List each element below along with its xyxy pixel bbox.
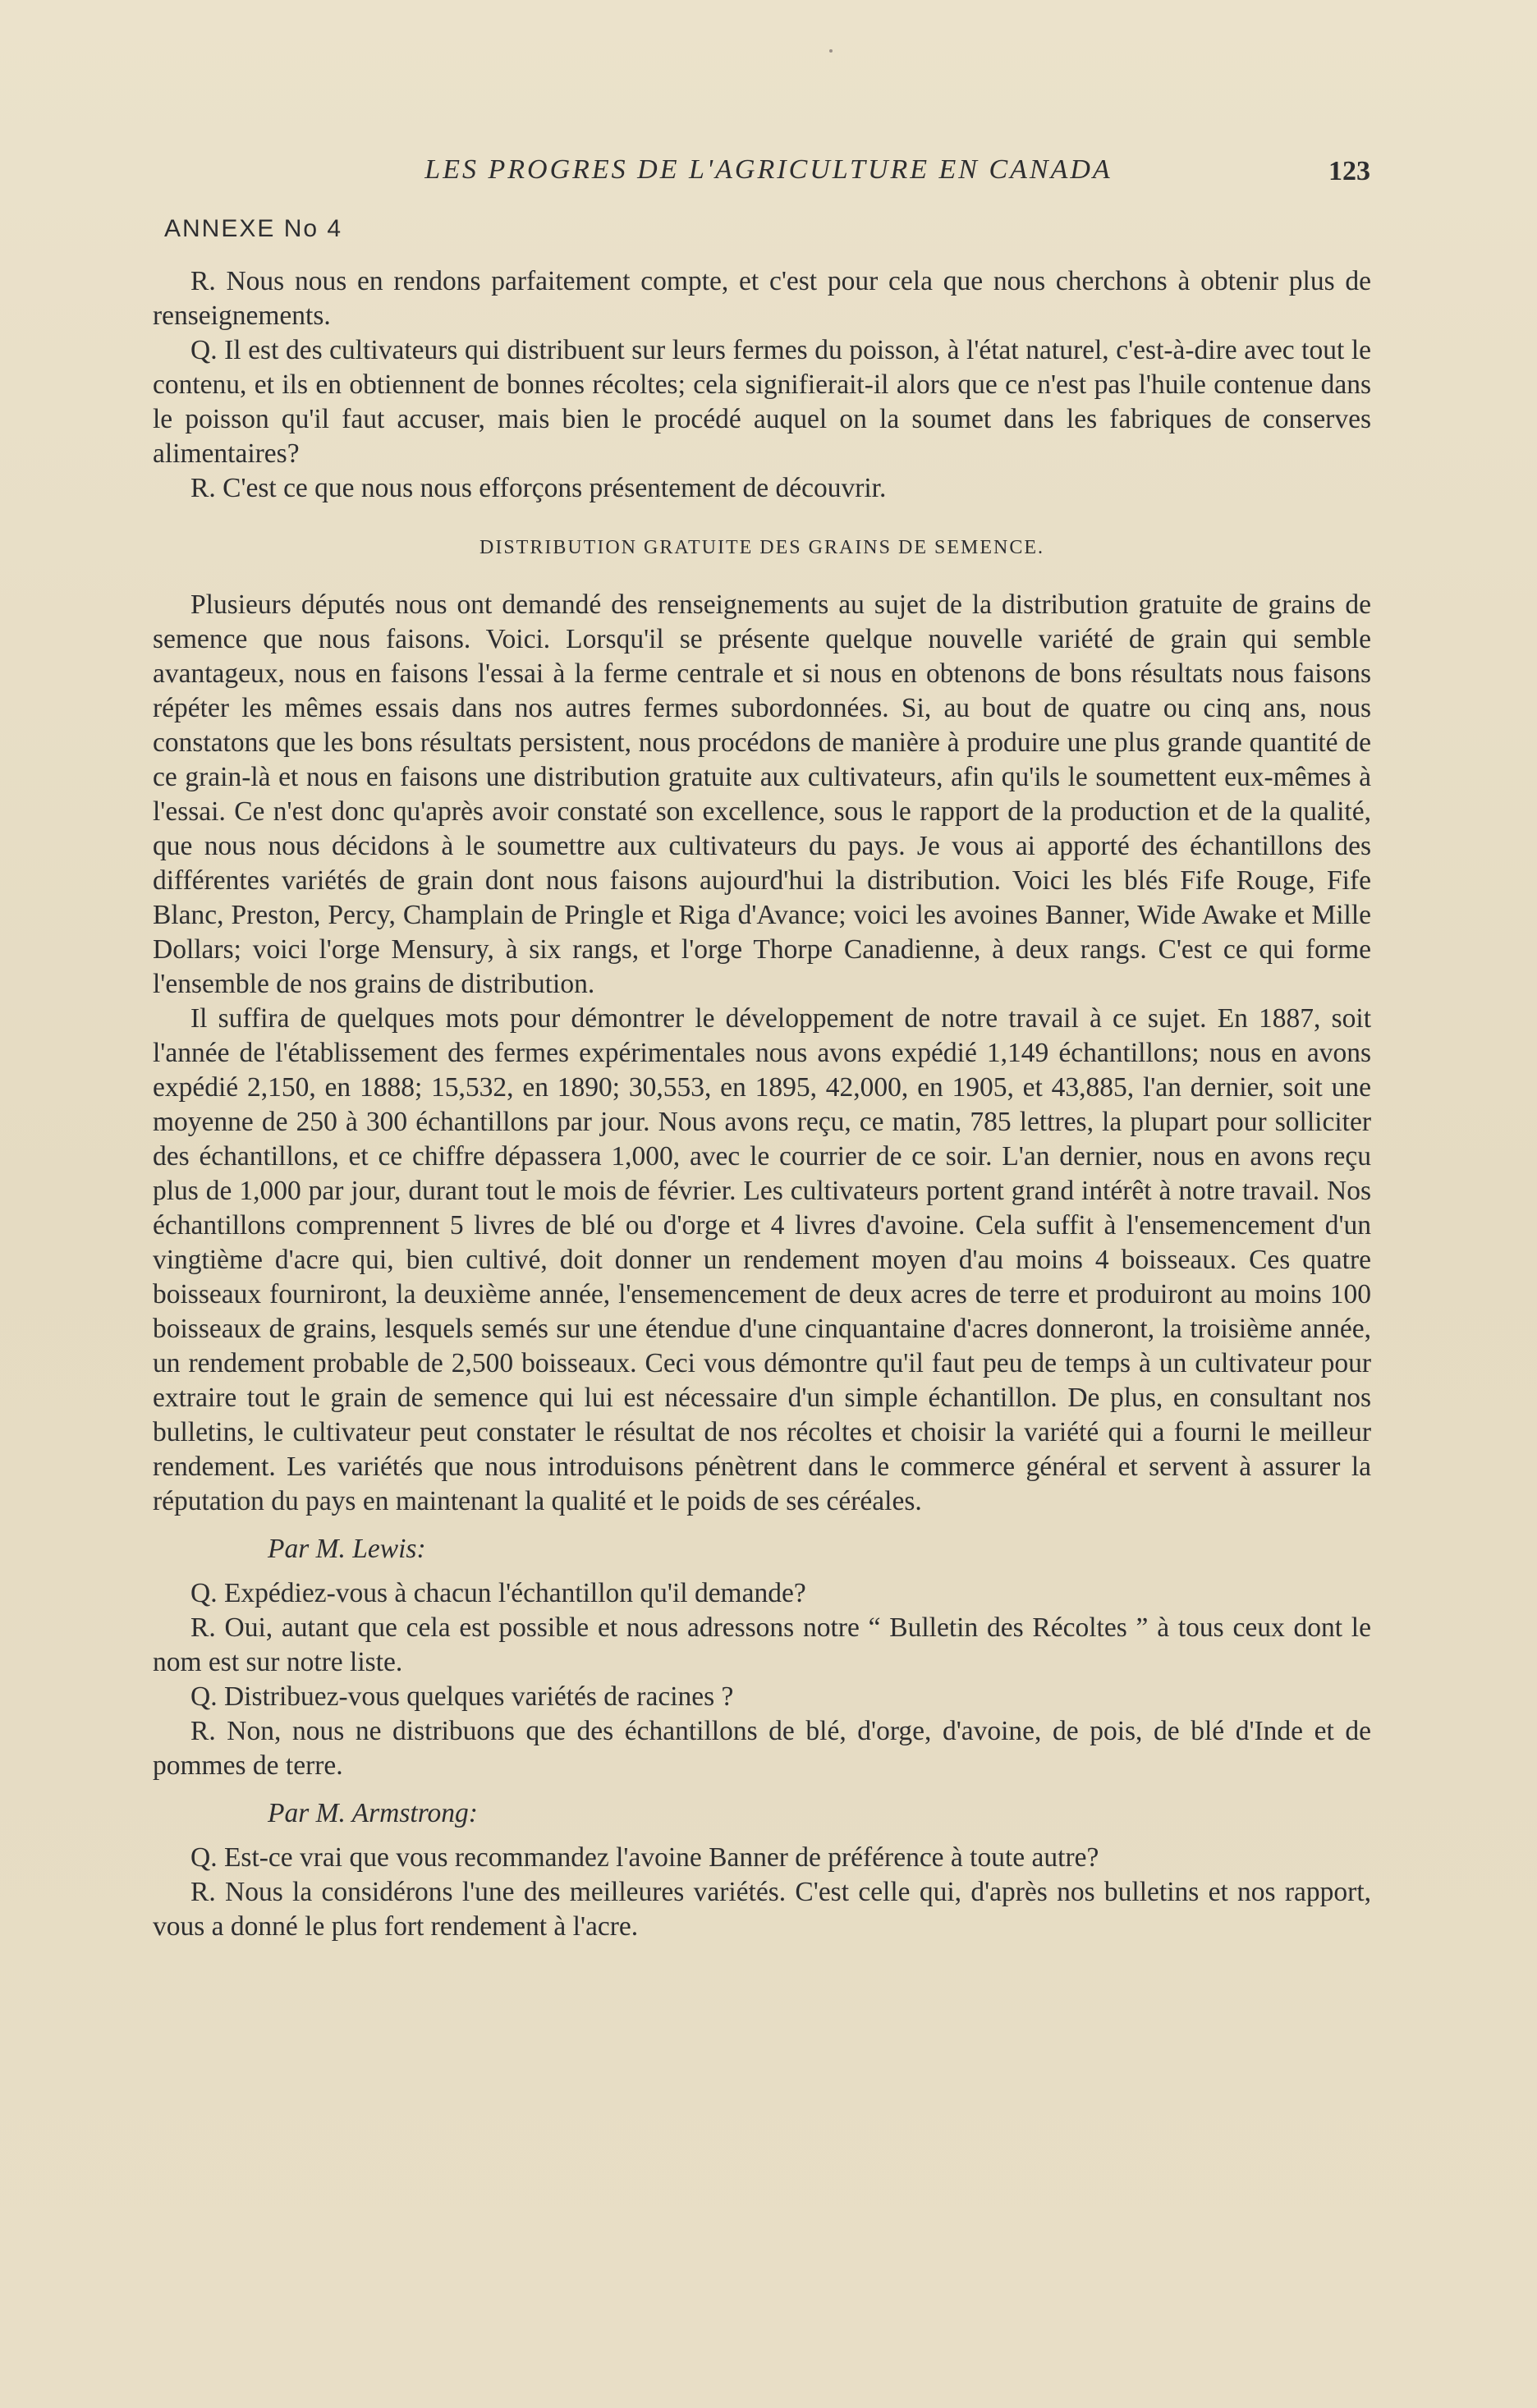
paragraph: Il suffira de quelques mots pour démontrer le développement de notre travail à ce sujet. En 1887, soit l'année de l'établissement des fermes expérimentales nous avons expédié 1,149 échantillons; nous en avons expédié 2,150, en 1888; 15,532, en 1890; 30,553, en 1895, 42,000, en 1905, et 43,885, l'an dernier, soit une moyenne de 250 à 300 échantillons par jour. Nous avons reçu, ce matin, 785 lettres, la plupart pour solliciter des échantillons, et ce chiffre dépassera 1,000, avec le courrier de ce soir. L'an dernier, nous en avons reçu plus de 1,000 par jour, durant tout le mois de février. Les cultivateurs portent grand intérêt à notre travail. Nos échantillons comprennent 5 livres de blé ou d'orge et 4 livres d'avoine. Cela suffit à l'ensemencement d'un vingtième d'acre qui, bien cultivé, doit donner un rendement moyen d'au moins 4 boisseaux. Ces quatre boisseaux fourniront, la deuxième année, l'ensemencement de deux acres de terre et produiront au moins 100 boisseaux de grains, lesquels semés sur une étendue d'une cinquantaine d'acres donneront, la troisième année, un rendement probable de 2,500 boisseaux. Ceci vous démontre qu'il faut peu de temps à un cultivateur pour extraire tout le grain de semence qui lui est nécessaire d'un simple échantillon. De plus, en consultant nos bulletins, le cultivateur peut constater le résultat de nos récoltes et choisir la variété qui a fourni le meilleur rendement. Les variétés que nous introduisons pénètrent dans le commerce général et servent à assurer la réputation du pays en maintenant la qualité et le poids de ses céréales. <box>153 1003 1371 1516</box>
paragraph: R. C'est ce que nous nous efforçons présentement de découvrir. <box>190 473 887 503</box>
section-heading: DISTRIBUTION GRATUITE DES GRAINS DE SEMENCE. <box>479 537 1044 558</box>
annex-label: ANNEXE No 4 <box>164 215 343 242</box>
running-header: LES PROGRES DE L'AGRICULTURE EN CANADA <box>424 154 1113 185</box>
speaker-label: Par M. Lewis: <box>268 1534 426 1564</box>
page-number: 123 <box>1328 156 1370 186</box>
page-speck <box>829 49 833 53</box>
paragraph: R. Nous la considérons l'une des meilleures variétés. C'est celle qui, d'après nos bulletins et nos rapport, vous a donné le plus fort rendement à l'acre. <box>153 1877 1371 1942</box>
speaker-label: Par M. Armstrong: <box>268 1798 478 1828</box>
paragraph: Q. Est-ce vrai que vous recommandez l'avoine Banner de préférence à toute autre? <box>190 1842 1099 1873</box>
document-body <box>153 264 1371 1944</box>
paragraph: R. Nous nous en rendons parfaitement compte, et c'est pour cela que nous cherchons à obtenir plus de renseignements. <box>153 266 1371 331</box>
paragraph: Q. Distribuez-vous quelques variétés de racines ? <box>190 1681 734 1712</box>
paragraph: R. Oui, autant que cela est possible et nous adressons notre “ Bulletin des Récoltes ” à tous ceux dont le nom est sur notre liste. <box>153 1612 1371 1677</box>
paragraph: Q. Expédiez-vous à chacun l'échantillon qu'il demande? <box>190 1578 806 1608</box>
paragraph: R. Non, nous ne distribuons que des échantillons de blé, d'orge, d'avoine, de pois, de blé d'Inde et de pommes de terre. <box>153 1716 1371 1781</box>
paragraph: Plusieurs députés nous ont demandé des renseignements au sujet de la distribution gratuite de grains de semence que nous faisons. Voici. Lorsqu'il se présente quelque nouvelle variété de grain qui semble avantageux, nous en faisons l'essai à la ferme centrale et si nous en obtenons de bons résultats nous faisons répéter les mêmes essais dans nos autres fermes subordonnées. Si, au bout de quatre ou cinq ans, nous constatons que les bons résultats persistent, nous procédons de manière à produire une plus grande quantité de ce grain-là et nous en faisons une distribution gratuite aux cultivateurs, afin qu'ils le soumettent eux-mêmes à l'essai. Ce n'est donc qu'après avoir constaté son excellence, sous le rapport de la production et de la qualité, que nous nous décidons à le soumettre aux cultivateurs du pays. Je vous ai apporté des échantillons des différentes variétés de grain dont nous faisons aujourd'hui la distribution. Voici les blés Fife Rouge, Fife Blanc, Preston, Percy, Champlain de Pringle et Riga d'Avance; voici les avoines Banner, Wide Awake et Mille Dollars; voici l'orge Mensury, à six rangs, et l'orge Thorpe Canadienne, à deux rangs. C'est ce qui forme l'ensemble de nos grains de distribution. <box>153 589 1371 999</box>
paragraph: Q. Il est des cultivateurs qui distribuent sur leurs fermes du poisson, à l'état naturel, c'est-à-dire avec tout le contenu, et ils en obtiennent de bonnes récoltes; cela signifierait-il alors que ce n'est pas l'huile contenue dans le poisson qu'il faut accuser, mais bien le procédé auquel on la soumet dans les fabriques de conserves alimentaires? <box>153 335 1371 469</box>
